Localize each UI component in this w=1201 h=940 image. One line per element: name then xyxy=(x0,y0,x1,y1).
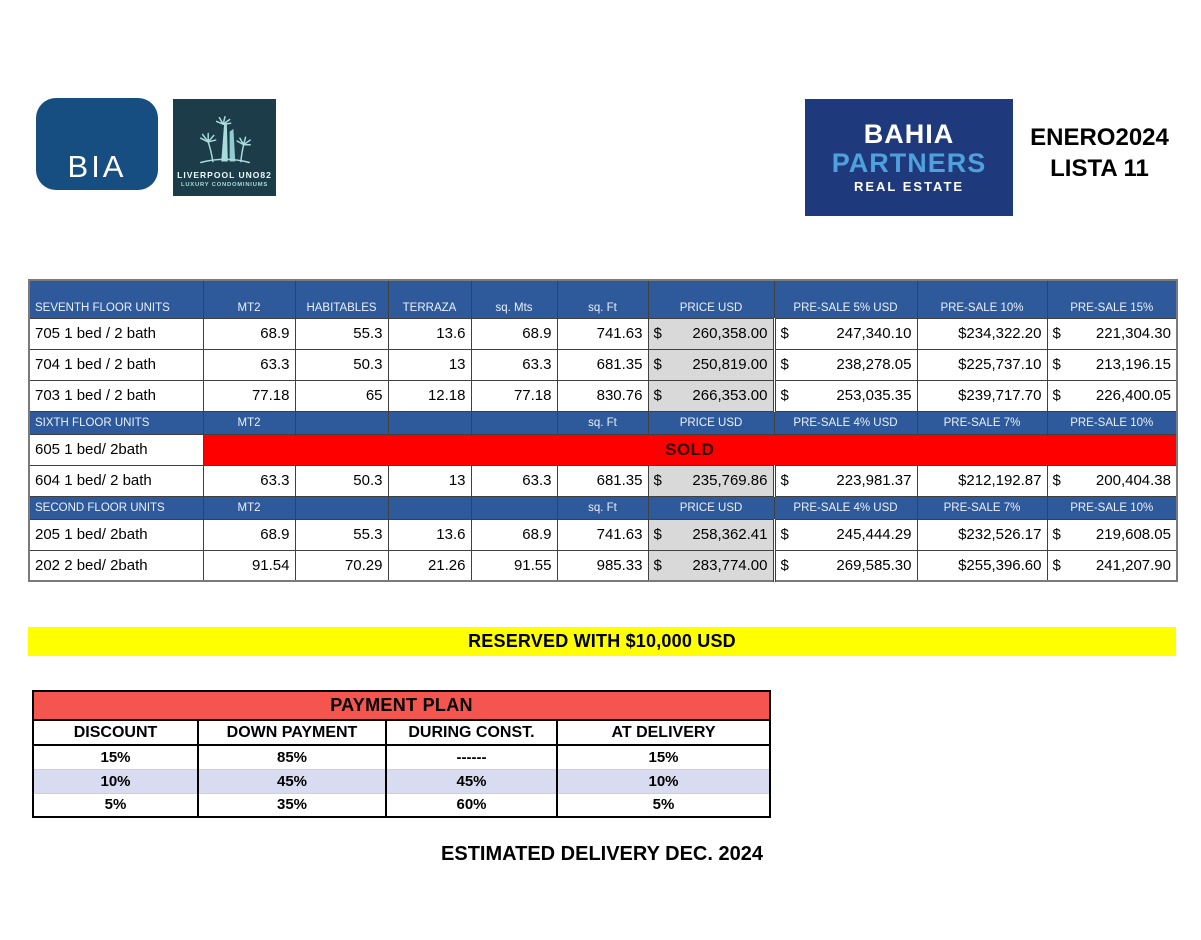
value-cell: 63.3 xyxy=(203,349,295,380)
unit-row xyxy=(29,318,1177,349)
presale-cell: $239,717.70 xyxy=(917,380,1047,411)
column-header-down-payment: DOWN PAYMENT xyxy=(198,720,386,745)
unit-cell: 704 1 bed / 2 bath xyxy=(29,349,203,380)
value-cell: 830.76 xyxy=(557,380,648,411)
value-cell: 91.54 xyxy=(203,550,295,581)
presale-cell: $ 226,400.05 xyxy=(1047,380,1177,411)
discount-value: 15% xyxy=(33,745,198,769)
unit-row xyxy=(29,434,1177,465)
liverpool-uno82-logo xyxy=(173,99,276,196)
value-cell: 13.6 xyxy=(388,318,471,349)
price-cell: $ 235,769.86 xyxy=(648,465,774,496)
bahia-logo-line3: REAL ESTATE xyxy=(853,178,965,194)
presale-cell: $212,192.87 xyxy=(917,465,1047,496)
value-cell: 70.29 xyxy=(295,550,388,581)
unit-row xyxy=(29,380,1177,411)
liverpool-logo-subtitle: LUXURY CONDOMINIUMS xyxy=(180,182,269,188)
column-header-cell: PRICE USD xyxy=(648,280,774,318)
at-delivery-value: 10% xyxy=(557,769,770,793)
section-header-cell: SEVENTH FLOOR UNITS xyxy=(29,280,203,318)
discount-value: 5% xyxy=(33,793,198,817)
at-delivery-value: 5% xyxy=(557,793,770,817)
presale-cell: $ 245,444.29 xyxy=(774,519,917,550)
down-payment-value: 85% xyxy=(198,745,386,769)
unit-cell: 205 1 bed/ 2bath xyxy=(29,519,203,550)
value-cell: 68.9 xyxy=(471,318,557,349)
payment-plan-row xyxy=(33,793,770,817)
discount-value: 10% xyxy=(33,769,198,793)
section-header-cell: SIXTH FLOOR UNITS xyxy=(29,411,203,434)
payment-plan-row xyxy=(33,745,770,769)
column-header-cell: PRE-SALE 4% USD xyxy=(774,496,917,519)
presale-cell: $ 269,585.30 xyxy=(774,550,917,581)
column-header-cell: sq. Ft xyxy=(557,496,648,519)
payment-plan-row-highlighted xyxy=(33,769,770,793)
during-const-value: ------ xyxy=(386,745,557,769)
bia-logo xyxy=(36,98,158,190)
column-header-cell: PRE-SALE 15% xyxy=(1047,280,1177,318)
presale-cell: $ 253,035.35 xyxy=(774,380,917,411)
column-header-cell: sq. Ft xyxy=(557,280,648,318)
unit-row xyxy=(29,465,1177,496)
column-header-cell xyxy=(388,496,471,519)
price-cell: $ 258,362.41 xyxy=(648,519,774,550)
section-header-cell: SECOND FLOOR UNITS xyxy=(29,496,203,519)
value-cell: 68.9 xyxy=(203,519,295,550)
presale-cell: $234,322.20 xyxy=(917,318,1047,349)
section-header-row xyxy=(29,280,1177,318)
value-cell: 13 xyxy=(388,465,471,496)
value-cell: 63.3 xyxy=(471,465,557,496)
column-header-at-delivery: AT DELIVERY xyxy=(557,720,770,745)
column-header-cell: MT2 xyxy=(203,280,295,318)
during-const-value: 60% xyxy=(386,793,557,817)
during-const-value: 45% xyxy=(386,769,557,793)
column-header-cell: MT2 xyxy=(203,411,295,434)
bia-logo-text: BIA xyxy=(67,149,127,184)
list-title-number: LISTA 11 xyxy=(1050,155,1149,182)
bahia-logo-line1: BAHIA xyxy=(863,118,955,149)
unit-row xyxy=(29,519,1177,550)
price-table xyxy=(28,279,1178,582)
value-cell: 68.9 xyxy=(203,318,295,349)
presale-cell: $225,737.10 xyxy=(917,349,1047,380)
column-header-cell xyxy=(388,411,471,434)
unit-cell: 604 1 bed/ 2 bath xyxy=(29,465,203,496)
unit-row xyxy=(29,349,1177,380)
payment-plan-title: PAYMENT PLAN xyxy=(33,691,770,720)
section-header-row xyxy=(29,496,1177,519)
value-cell: 77.18 xyxy=(203,380,295,411)
value-cell: 50.3 xyxy=(295,465,388,496)
unit-cell: 605 1 bed/ 2bath xyxy=(29,434,203,465)
presale-cell: $255,396.60 xyxy=(917,550,1047,581)
value-cell: 741.63 xyxy=(557,318,648,349)
column-header-cell xyxy=(471,411,557,434)
presale-cell: $ 238,278.05 xyxy=(774,349,917,380)
column-header-cell xyxy=(295,496,388,519)
column-header-cell: sq. Mts xyxy=(471,280,557,318)
presale-cell: $ 247,340.10 xyxy=(774,318,917,349)
column-header-discount: DISCOUNT xyxy=(33,720,198,745)
section-header-row xyxy=(29,411,1177,434)
column-header-cell: MT2 xyxy=(203,496,295,519)
presale-cell: $ 213,196.15 xyxy=(1047,349,1177,380)
column-header-cell: TERRAZA xyxy=(388,280,471,318)
column-header-cell xyxy=(295,411,388,434)
column-header-cell: PRE-SALE 10% xyxy=(1047,496,1177,519)
payment-plan-title-row xyxy=(33,691,770,720)
payment-plan-table xyxy=(32,690,771,818)
payment-plan-header-row xyxy=(33,720,770,745)
presale-cell: $ 221,304.30 xyxy=(1047,318,1177,349)
column-header-cell: PRICE USD xyxy=(648,496,774,519)
value-cell: 63.3 xyxy=(471,349,557,380)
estimated-delivery-text: ESTIMATED DELIVERY DEC. 2024 xyxy=(441,843,763,865)
column-header-cell: PRE-SALE 5% USD xyxy=(774,280,917,318)
column-header-cell: sq. Ft xyxy=(557,411,648,434)
price-cell: $ 266,353.00 xyxy=(648,380,774,411)
value-cell: 55.3 xyxy=(295,318,388,349)
column-header-cell: PRE-SALE 7% xyxy=(917,496,1047,519)
column-header-cell: PRE-SALE 10% xyxy=(917,280,1047,318)
reserved-banner-text: RESERVED WITH $10,000 USD xyxy=(468,631,736,651)
list-title-month: ENERO2024 xyxy=(1030,124,1169,151)
value-cell: 91.55 xyxy=(471,550,557,581)
value-cell: 50.3 xyxy=(295,349,388,380)
at-delivery-value: 15% xyxy=(557,745,770,769)
bahia-logo-line2: PARTNERS xyxy=(831,147,987,178)
column-header-cell: PRE-SALE 7% xyxy=(917,411,1047,434)
presale-cell: $ 223,981.37 xyxy=(774,465,917,496)
presale-cell: $ 241,207.90 xyxy=(1047,550,1177,581)
value-cell: 681.35 xyxy=(557,349,648,380)
value-cell: 12.18 xyxy=(388,380,471,411)
down-payment-value: 45% xyxy=(198,769,386,793)
value-cell: 68.9 xyxy=(471,519,557,550)
presale-cell: $232,526.17 xyxy=(917,519,1047,550)
price-cell: $ 283,774.00 xyxy=(648,550,774,581)
liverpool-logo-name: LIVERPOOL UNO82 xyxy=(177,170,272,180)
list-title xyxy=(1022,122,1177,184)
column-header-cell: PRICE USD xyxy=(648,411,774,434)
value-cell: 985.33 xyxy=(557,550,648,581)
unit-cell: 703 1 bed / 2 bath xyxy=(29,380,203,411)
unit-cell: 705 1 bed / 2 bath xyxy=(29,318,203,349)
price-cell: $ 250,819.00 xyxy=(648,349,774,380)
presale-cell: $ 200,404.38 xyxy=(1047,465,1177,496)
unit-row xyxy=(29,550,1177,581)
value-cell: 681.35 xyxy=(557,465,648,496)
price-cell: $ 260,358.00 xyxy=(648,318,774,349)
estimated-delivery-note xyxy=(28,843,1176,866)
down-payment-value: 35% xyxy=(198,793,386,817)
value-cell: 63.3 xyxy=(203,465,295,496)
reserved-banner xyxy=(28,627,1176,656)
column-header-cell: PRE-SALE 10% xyxy=(1047,411,1177,434)
value-cell: 13.6 xyxy=(388,519,471,550)
column-header-cell: PRE-SALE 4% USD xyxy=(774,411,917,434)
value-cell: 13 xyxy=(388,349,471,380)
sold-cell: SOLD xyxy=(203,434,1177,465)
unit-cell: 202 2 bed/ 2bath xyxy=(29,550,203,581)
value-cell: 65 xyxy=(295,380,388,411)
value-cell: 741.63 xyxy=(557,519,648,550)
column-header-cell xyxy=(471,496,557,519)
value-cell: 21.26 xyxy=(388,550,471,581)
value-cell: 77.18 xyxy=(471,380,557,411)
palm-towers-icon xyxy=(186,113,264,169)
presale-cell: $ 219,608.05 xyxy=(1047,519,1177,550)
column-header-during-const: DURING CONST. xyxy=(386,720,557,745)
value-cell: 55.3 xyxy=(295,519,388,550)
column-header-cell: HABITABLES xyxy=(295,280,388,318)
bahia-partners-logo xyxy=(805,99,1013,216)
